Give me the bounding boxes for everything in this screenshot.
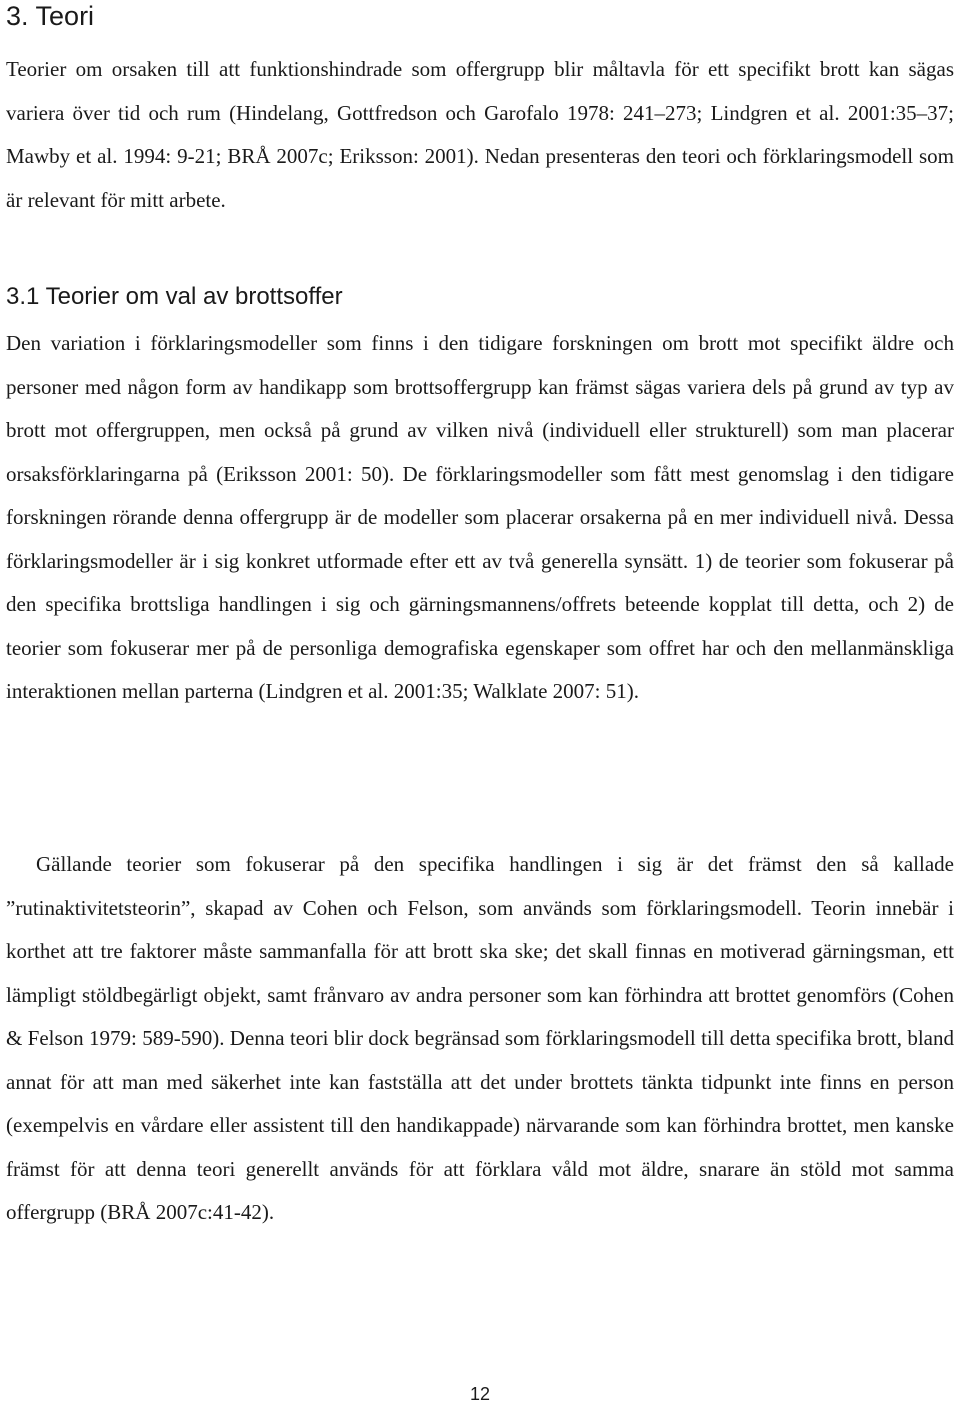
subsection-heading: 3.1 Teorier om val av brottsoffer xyxy=(6,283,343,310)
body-paragraph-1: Den variation i förklaringsmodeller som finns i den tidigare forskningen om brott mot specifikt äldre och personer med någon form av handikapp som brottsoffergrupp kan främst sägas variera dels på grund av typ av brott mot offergruppen, men också på grund av vilken nivå (individuell eller strukturell) som man placerar orsaksförklaringarna på (Eriksson 2001: 50). De förklaringsmodeller som fått mest genomslag i den tidigare forskningen rörande denna offergrupp är de modeller som placerar orsakerna på en mer individuell nivå. Dessa förklaringsmodeller är i sig konkret utformade efter ett av två generella synsätt. 1) de teorier som fokuserar på den specifika brottsliga handlingen i sig och gärningsmannens/offrets beteende kopplat till detta, och 2) de teorier som fokuserar mer på de personliga demografiska egenskaper som offret har och den mellanmänskliga interaktionen mellan parterna (Lindgren et al. 2001:35; Walklate 2007: 51). xyxy=(6,331,954,703)
page-number: 12 xyxy=(469,1384,491,1404)
body-paragraph-2: Gällande teorier som fokuserar på den specifika handlingen i sig är det främst den så kallade ”rutinaktivitetsteorin”, skapad av Cohen och Felson, som används som förklaringsmodell. Teorin innebär i korthet att tre faktorer måste sammanfalla för att brott ska ske; det skall finnas en motiverad gärningsman, ett lämpligt stöldbegärligt objekt, samt frånvaro av andra personer som kan förhindra att brottet genomförs (Cohen & Felson 1979: 589-590). Denna teori blir dock begränsad som förklaringsmodell till detta specifika brott, bland annat för att man med säkerhet inte kan fastställa att det under brottets tänkta tidpunkt inte finns en person (exempelvis en vårdare eller assistent till den handikappade) närvarande som kan förhindra brottet, men kanske främst för att denna teori generellt används för att förklara våld mot äldre, snarare än stöld mot samma offergrupp (BRÅ 2007c:41-42). xyxy=(6,852,954,1224)
section-heading: 3. Teori xyxy=(6,1,95,31)
intro-paragraph: Teorier om orsaken till att funktionshindrade som offergrupp blir måltavla för ett specifikt brott kan sägas variera över tid och rum (Hindelang, Gottfredson och Garofalo 1978: 241–273; Lindgren et al. 2001:35–37; Mawby et al. 1994: 9-21; BRÅ 2007c; Eriksson: 2001). Nedan presenteras den teori och förklaringsmodell som är relevant för mitt arbete. xyxy=(6,57,954,212)
